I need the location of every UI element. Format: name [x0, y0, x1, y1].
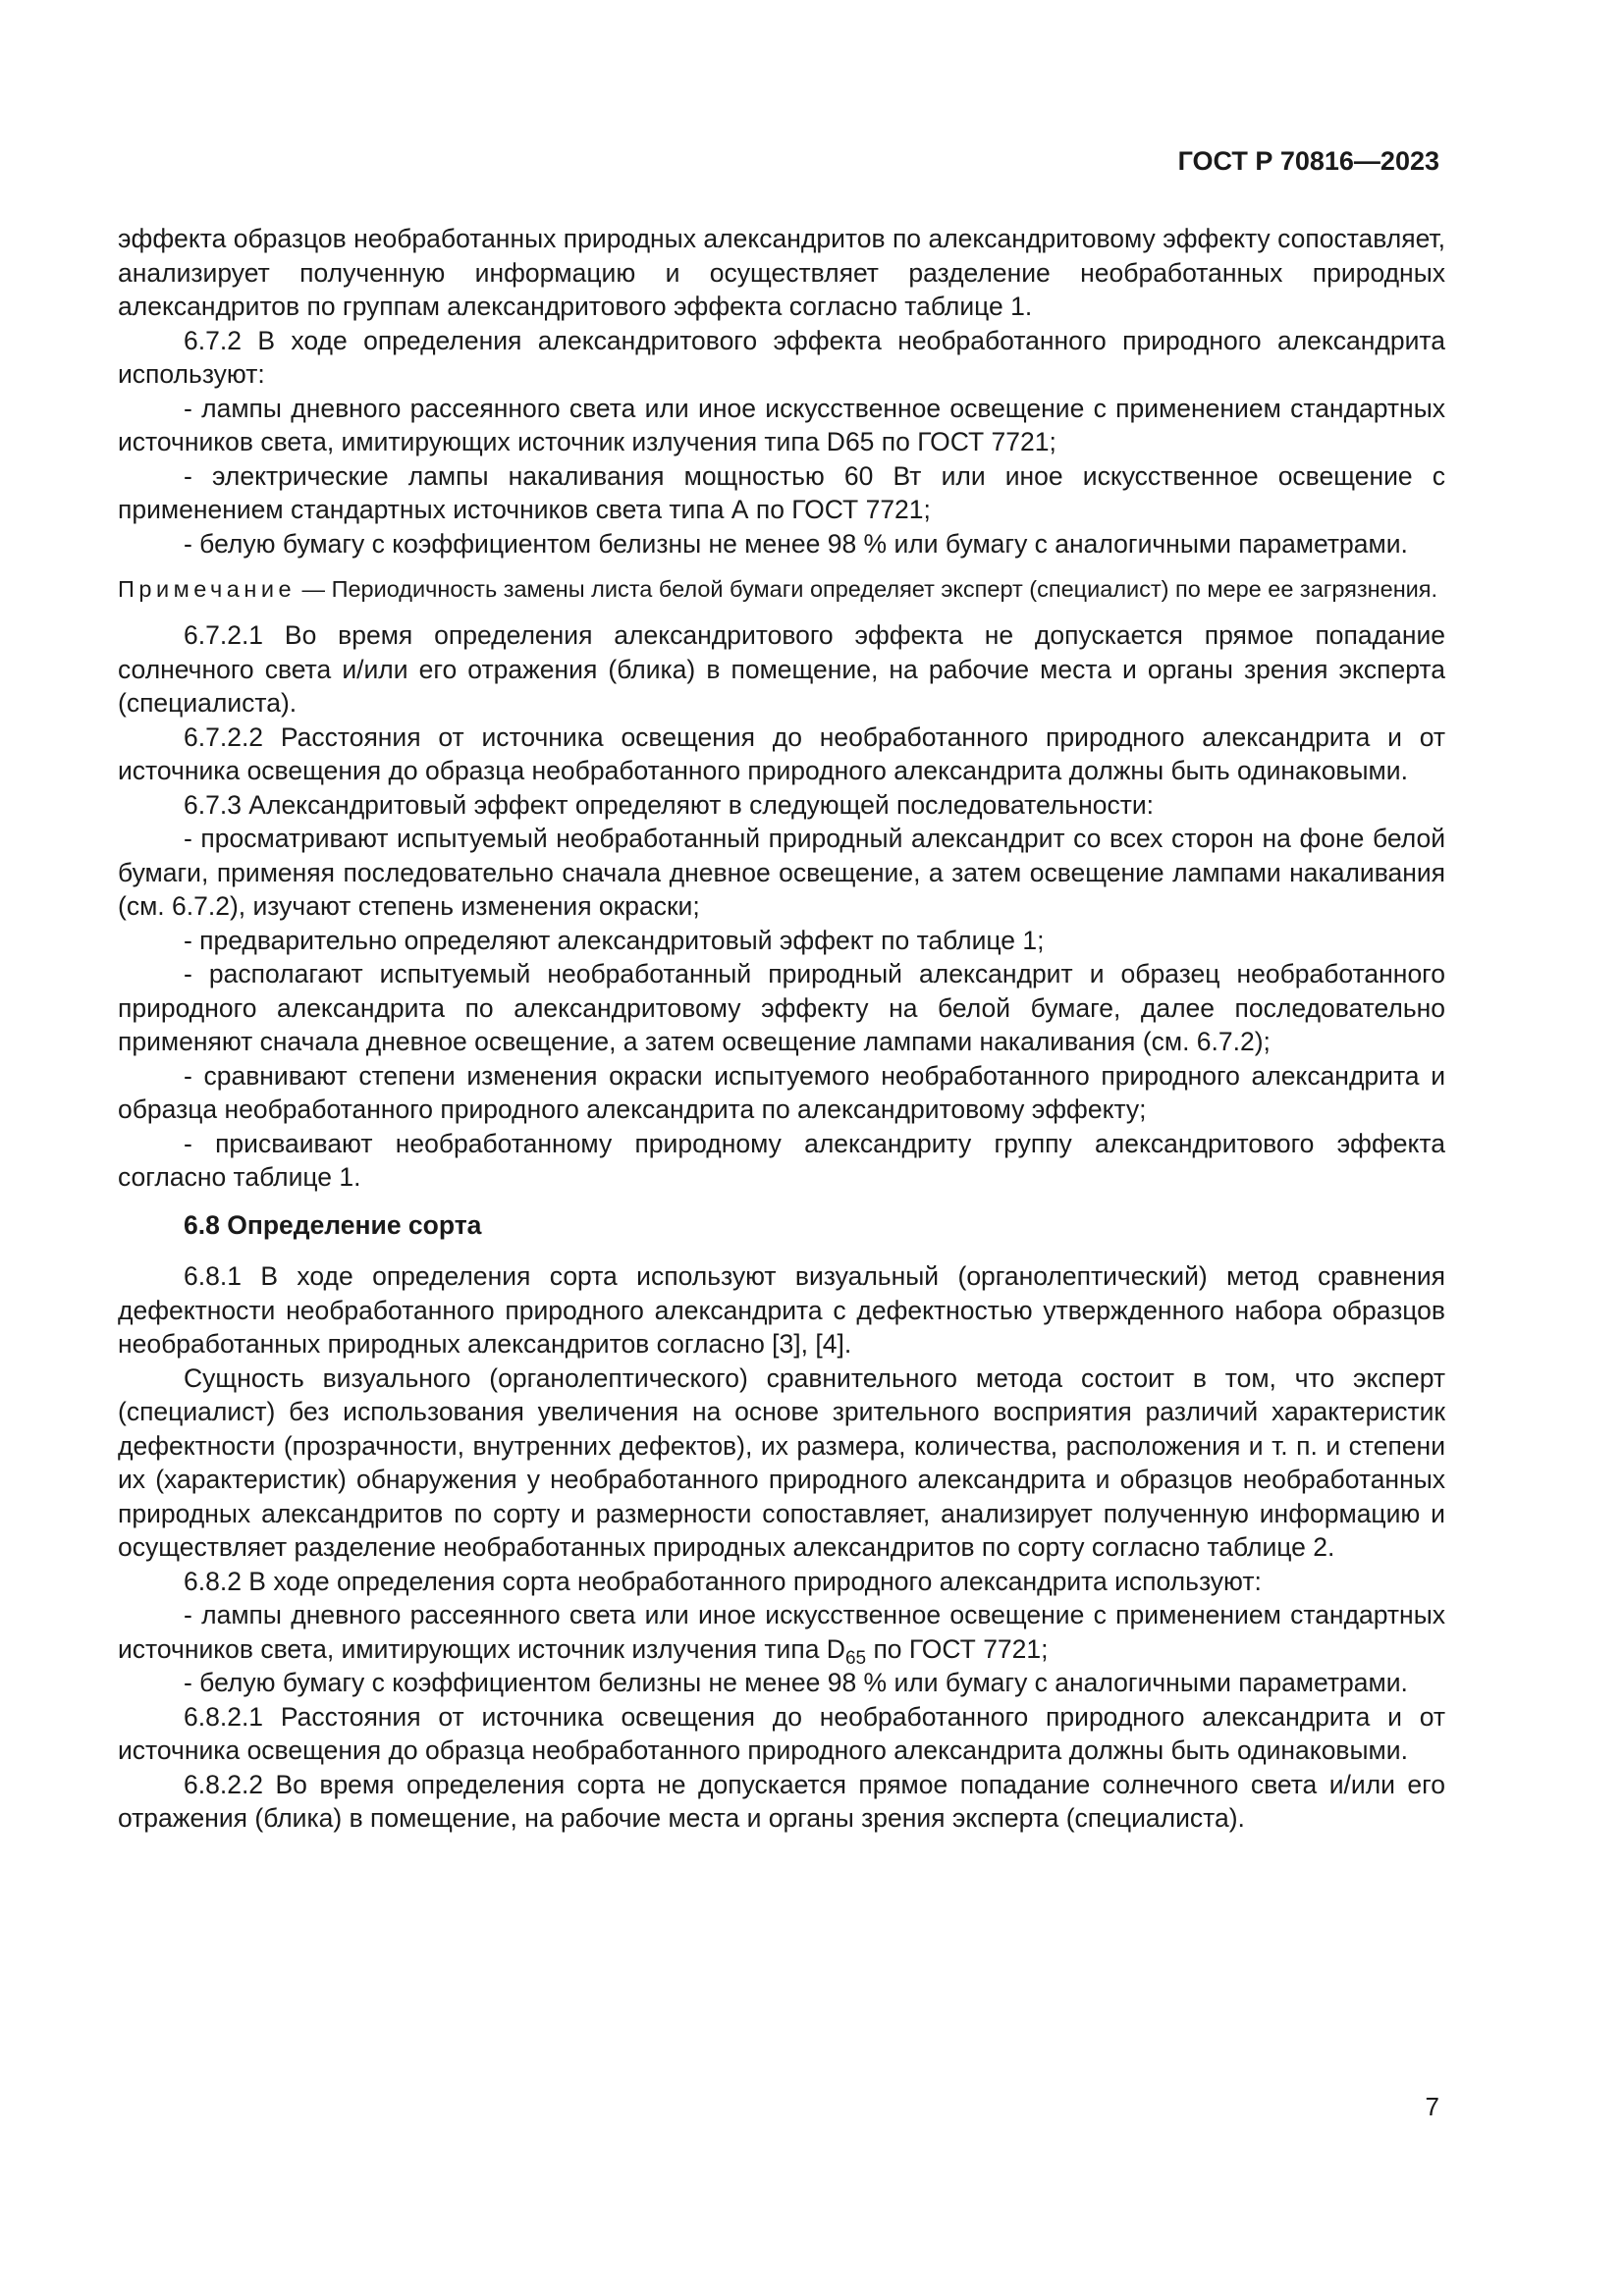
- subscript-65: 65: [844, 1647, 867, 1669]
- list-item-white-paper-2: - белую бумагу с коэффициентом белизны не менее 98 % или бумагу с аналогичными параметрами.: [184, 1668, 1408, 1697]
- method-essence-paragraph: Сущность визуального (органолептического) сравнительного метода состоит в том, что эксперт (специалист) без использования увеличения на основе зрительного восприятия различий характеристик дефектности (прозрачности, внутренних дефектов), их размера, количества, расположения и т. п. и степени их (характеристик) обнаружения у необработанного природного александрита и образцов необработанных природных александритов по сорту и размерности сопоставляет, анализирует полученную информацию и осуществляет разделение необработанных природных александритов по сорту согласно таблице 2.: [118, 1362, 1445, 1562]
- clause-6-7-2-2: 6.7.2.2 Расстояния от источника освещения до необработанного природного александрита и от источника освещения до образца необработанного природного александрита должны быть одинаковыми.: [118, 721, 1445, 785]
- note-text: — Периодичность замены листа белой бумаги определяет эксперт (специалист) по мере ее загрязнения.: [296, 576, 1438, 602]
- clause-6-8-1: 6.8.1 В ходе определения сорта используют визуальный (органолептический) метод сравнения дефектности необработанного природного александрита с дефектностью утвержденного набора образцов необработанных природных александритов согласно [3], [4].: [118, 1261, 1445, 1359]
- list-item-incandescent-lamps: - электрические лампы накаливания мощностью 60 Вт или иное искусственное освещение с применением стандартных источников света типа А по ГОСТ 7721;: [118, 460, 1445, 524]
- list-item-inspect: - просматривают испытуемый необработанный природный александрит со всех сторон на фоне белой бумаги, применяя последовательно сначала дневное освещение, а затем освещение лампами накаливания (см. 6.7.2), изучают степень изменения окраски;: [118, 824, 1445, 921]
- list-item-compare: - сравнивают степени изменения окраски испытуемого необработанного природного александрита и образца необработанного природного александрита по александритовому эффекту;: [118, 1060, 1445, 1124]
- document-body: [118, 222, 1445, 1836]
- note-label: Примечание: [118, 576, 297, 602]
- document-code-header: ГОСТ Р 70816—2023: [1177, 146, 1439, 176]
- clause-6-7-2-1: 6.7.2.1 Во время определения александритового эффекта не допускается прямое попадание солнечного света и/или его отражения (блика) в помещение, на рабочие места и органы зрения эксперта (специалиста).: [118, 620, 1445, 718]
- page-number: 7: [1425, 2092, 1439, 2121]
- list-item-preliminary: - предварительно определяют александритовый эффект по таблице 1;: [184, 925, 1045, 955]
- paragraph-continuation: эффекта образцов необработанных природных александритов по александритовому эффекту сопоставляет, анализирует полученную информацию и осуществляет разделение необработанных природных александритов по группам александритового эффекта согласно таблице 1.: [118, 224, 1445, 321]
- clause-6-7-2: 6.7.2 В ходе определения александритового эффекта необработанного природного александрита используют:: [118, 325, 1445, 389]
- list-item-arrange: - располагают испытуемый необработанный природный александрит и образец необработанного природного александрита по александритовому эффекту на белой бумаге, далее последовательно применяют сначала дневное освещение, а затем освещение лампами накаливания (см. 6.7.2);: [118, 959, 1445, 1056]
- clause-6-8-2: 6.8.2 В ходе определения сорта необработанного природного александрита используют:: [184, 1566, 1262, 1596]
- clause-6-8-2-2: 6.8.2.2 Во время определения сорта не допускается прямое попадание солнечного света и/или его отражения (блика) в помещение, на рабочие места и органы зрения эксперта (специалиста).: [118, 1769, 1445, 1833]
- list-item-assign: - присваивают необработанному природному александриту группу александритового эффекта согласно таблице 1.: [118, 1128, 1445, 1192]
- list-item-white-paper: - белую бумагу с коэффициентом белизны не менее 98 % или бумагу с аналогичными параметрами.: [184, 528, 1408, 559]
- list-item-daylight-lamps-d65: [118, 1598, 1445, 1669]
- clause-6-8-2-1: 6.8.2.1 Расстояния от источника освещения до необработанного природного александрита и от источника освещения до образца необработанного природного александрита должны быть одинаковыми.: [118, 1701, 1445, 1765]
- list-item-text-end: по ГОСТ 7721;: [866, 1633, 1049, 1664]
- section-title-6-8: 6.8 Определение сорта: [184, 1209, 482, 1240]
- list-item-text-start: - лампы дневного рассеянного света или иное искусственное освещение с применением стандартных источников света, имитирующих источник излучения типа D: [118, 1600, 1445, 1664]
- clause-6-7-3: 6.7.3 Александритовый эффект определяют в следующей последовательности:: [184, 789, 1155, 820]
- list-item-daylight-lamps: - лампы дневного рассеянного света или иное искусственное освещение с применением стандартных источников света, имитирующих источник излучения типа D65 по ГОСТ 7721;: [118, 393, 1445, 456]
- note-paragraph: [118, 574, 1445, 605]
